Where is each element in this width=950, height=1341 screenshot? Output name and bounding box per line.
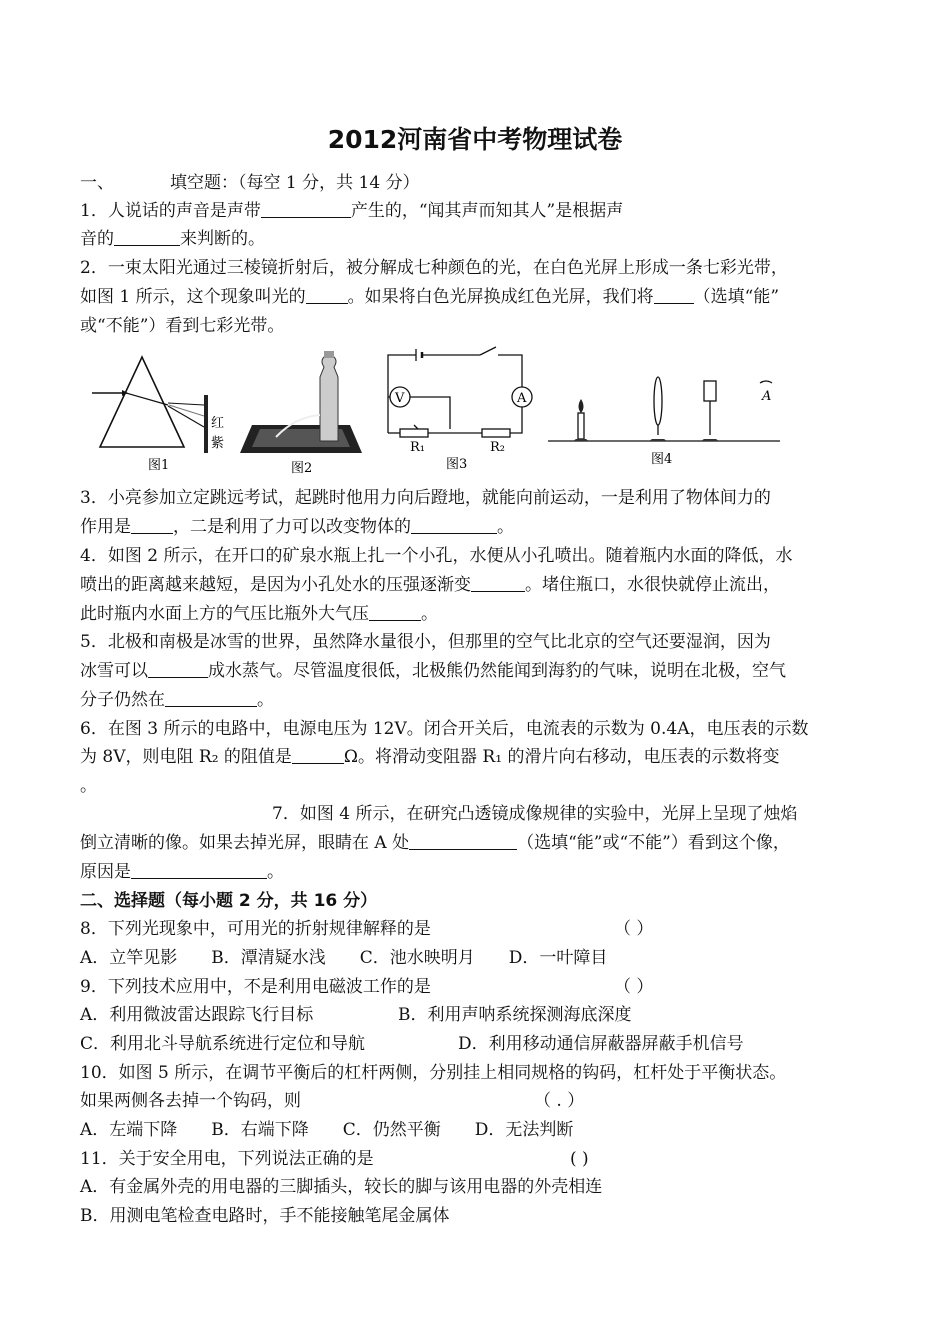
question-2-line-3	[80, 315, 880, 337]
figures-row	[80, 345, 880, 475]
q4-blank-1[interactable]	[471, 575, 525, 592]
q2-text-d: （选填“能”	[693, 287, 780, 307]
question-9-stem	[80, 976, 880, 998]
fig1-purple-label: 紫	[211, 436, 225, 451]
q1-text-d: 来判断的。	[180, 229, 265, 249]
q5-blank-2[interactable]	[165, 690, 257, 707]
candle-base	[573, 439, 589, 441]
section-2-heading: 二、选择题（每小题 2 分，共 16 分）	[80, 891, 378, 911]
wire-right-bottom	[510, 407, 522, 433]
q9-option-a: A．利用微波雷达跟踪飞行目标	[80, 1005, 314, 1025]
question-4-line-2	[80, 574, 880, 596]
eye-position-label: A	[762, 389, 772, 404]
question-2-line-2	[80, 286, 880, 308]
question-4-line-1	[80, 545, 880, 567]
q2-text-b: 如图 1 所示，这个现象叫光的	[80, 287, 306, 307]
q4-text-c: 。堵住瓶口，水很快就停止流出，	[525, 575, 780, 595]
q9-option-d: D．利用移动通信屏蔽器屏蔽手机信号	[458, 1034, 744, 1054]
question-9-options-cd	[80, 1033, 880, 1055]
question-6-line-1	[80, 718, 880, 740]
q3-blank-2[interactable]	[411, 517, 497, 534]
q1-text-a: 1．人说话的声音是声带	[80, 201, 261, 221]
q4-blank-2[interactable]	[369, 604, 421, 621]
section-1-number: 一、	[80, 173, 114, 193]
q11-stem-text: 11．关于安全用电，下列说法正确的是	[80, 1149, 374, 1169]
q9-stem-text: 9．下列技术应用中，不是利用电磁波工作的是	[80, 977, 431, 997]
flame-icon	[579, 399, 584, 413]
ammeter-label: A	[517, 391, 527, 406]
question-3-line-2	[80, 516, 880, 538]
q6-text-b: 为 8V，则电阻 R₂ 的阻值是	[80, 747, 292, 767]
r1-label: R₁	[410, 440, 425, 455]
q5-text-b: 冰雪可以	[80, 661, 148, 681]
q5-text-e: 。	[257, 690, 274, 710]
voltmeter-wire	[410, 397, 450, 429]
q1-blank-1[interactable]	[261, 201, 351, 218]
question-1-line-1	[80, 200, 880, 222]
question-6-line-3	[80, 775, 880, 797]
q6-text-c: Ω。将滑动变阻器 R₁ 的滑片向右移动，电压表的示数将变	[343, 747, 780, 767]
section-1-label: 填空题：（每空 1 分，共 14 分）	[170, 173, 420, 193]
q2-blank-2[interactable]	[654, 287, 694, 304]
voltmeter-label: V	[395, 391, 405, 406]
question-11-option-b: B．用测电笔检查电路时，手不能接触笔尾金属体	[80, 1206, 450, 1226]
bottle-shape	[320, 357, 338, 441]
q5-text-d: 分子仍然在	[80, 690, 165, 710]
question-6-line-2	[80, 746, 880, 768]
question-7-line-3	[80, 861, 880, 883]
question-7-line-2	[80, 832, 880, 854]
q5-text-c: 成水蒸气。尽管温度很低，北极熊仍然能闻到海豹的气味，说明在北极，空气	[208, 661, 786, 681]
fig2-caption: 图2	[291, 461, 313, 475]
question-2-line-1	[80, 257, 880, 279]
q1-text-c: 音的	[80, 229, 114, 249]
wire-right-top	[498, 355, 522, 387]
q1-text-b: 产生的，“闻其声而知其人”是根据声	[350, 201, 624, 221]
question-7-line-1	[272, 803, 880, 825]
q7-text-b: 倒立清晰的像。如果去掉光屏，眼睛在 A 处	[80, 833, 410, 853]
q4-text-a: 4．如图 2 所示，在开口的矿泉水瓶上扎一个小孔，水便从小孔喷出。随着瓶内水面的降低，水	[80, 546, 793, 566]
q1-blank-2[interactable]	[114, 229, 180, 246]
figure-3-circuit	[388, 347, 532, 437]
resistor-r2	[482, 429, 510, 437]
fig1-red-label: 红	[211, 416, 225, 431]
question-11-stem	[80, 1148, 880, 1170]
convex-lens	[654, 377, 662, 425]
q6-text-d: 。	[80, 776, 97, 796]
fig3-caption: 图3	[446, 457, 468, 472]
figure-4-lens-bench	[548, 377, 780, 441]
q3-text-a: 3．小亮参加立定跳远考试，起跳时他用力向后蹬地，就能向前运动，一是利用了物体间力的	[80, 488, 771, 508]
q4-text-e: 。	[421, 604, 438, 624]
q2-text-c: 。如果将白色光屏换成红色光屏，我们将	[347, 287, 654, 307]
dispersed-ray-red	[168, 403, 204, 405]
q5-blank-1[interactable]	[148, 661, 208, 678]
fig4-caption: 图4	[651, 452, 673, 467]
candle	[578, 413, 584, 439]
bottle-cap	[324, 351, 334, 358]
figures-svg	[80, 345, 880, 475]
q8-answer-paren[interactable]: （ ）	[614, 919, 654, 939]
q7-blank-2[interactable]	[131, 862, 267, 879]
prism-shape	[100, 357, 184, 447]
question-5-line-3	[80, 689, 880, 711]
page-title: 2012河南省中考物理试卷	[327, 125, 623, 154]
q7-text-e: 。	[267, 862, 284, 882]
rheostat-r1	[400, 429, 428, 437]
eye-icon	[760, 381, 772, 383]
q4-text-b: 喷出的距离越来越短，是因为小孔处水的压强逐渐变	[80, 575, 471, 595]
q3-text-b: 作用是	[80, 517, 131, 537]
screen-base	[701, 439, 719, 441]
section-1-heading	[80, 172, 880, 194]
q2-text-e: 或“不能”）看到七彩光带。	[80, 316, 285, 336]
q2-text-a: 2．一束太阳光通过三棱镜折射后，被分解成七种颜色的光，在白色光屏上形成一条七彩光带，	[80, 258, 788, 278]
q2-blank-1[interactable]	[306, 287, 348, 304]
q7-text-a: 7．如图 4 所示，在研究凸透镜成像规律的实验中，光屏上呈现了烛焰	[272, 804, 798, 824]
question-11-option-a: A．有金属外壳的用电器的三脚插头，较长的脚与该用电器的外壳相连	[80, 1177, 603, 1197]
figure-1-prism	[92, 357, 224, 473]
q10-answer-paren[interactable]: （ . ）	[534, 1091, 585, 1111]
question-5-line-1	[80, 631, 880, 653]
lens-base	[649, 439, 667, 441]
q9-option-c: C．利用北斗导航系统进行定位和导航	[80, 1034, 366, 1054]
question-3-line-1	[80, 487, 880, 509]
dispersed-ray-middle	[169, 405, 204, 416]
q9-answer-paren[interactable]: （ ）	[614, 977, 654, 997]
q6-text-a: 6．在图 3 所示的电路中，电源电压为 12V。闭合开关后，电流表的示数为 0.4A，电压表的示数	[80, 719, 809, 739]
q7-text-c: （选填“能”或“不能”）看到这个像，	[517, 833, 790, 853]
q6-blank-1[interactable]	[292, 747, 344, 764]
figure-2-bottle	[240, 351, 362, 475]
q5-text-a: 5．北极和南极是冰雪的世界，虽然降水量很小，但那里的空气比北京的空气还要湿润，因为	[80, 632, 771, 652]
screen	[204, 395, 208, 453]
question-9-options-ab	[80, 1004, 880, 1026]
fig1-caption: 图1	[148, 458, 170, 473]
q7-blank-1[interactable]	[409, 833, 517, 850]
r2-label: R₂	[490, 440, 505, 455]
question-4-line-3	[80, 603, 880, 625]
question-8-stem	[80, 918, 880, 940]
light-screen	[704, 381, 716, 401]
question-10-options: A．左端下降 B．右端下降 C．仍然平衡 D．无法判断	[80, 1120, 574, 1140]
q8-stem-text: 8．下列光现象中，可用光的折射规律解释的是	[80, 919, 431, 939]
q3-blank-1[interactable]	[131, 517, 173, 534]
q3-text-c: ，二是利用了力可以改变物体的	[173, 517, 411, 537]
q9-option-b: B．利用声呐系统探测海底深度	[398, 1005, 632, 1025]
q4-text-d: 此时瓶内水面上方的气压比瓶外大气压	[80, 604, 369, 624]
question-10-line-1: 10．如图 5 所示，在调节平衡后的杠杆两侧，分别挂上相同规格的钩码，杠杆处于平衡状态。	[80, 1063, 787, 1083]
question-8-options: A．立竿见影 B．潭清疑水浅 C．池水映明月 D．一叶障目	[80, 948, 608, 968]
question-10-line-2	[80, 1090, 880, 1112]
question-5-line-2	[80, 660, 880, 682]
question-1-line-2	[80, 228, 880, 250]
q10-text-b: 如果两侧各去掉一个钩码，则	[80, 1091, 301, 1111]
q7-text-d: 原因是	[80, 862, 131, 882]
switch-lever	[480, 347, 496, 355]
q11-answer-paren[interactable]: ( )	[570, 1149, 589, 1169]
q3-text-d: 。	[497, 517, 514, 537]
